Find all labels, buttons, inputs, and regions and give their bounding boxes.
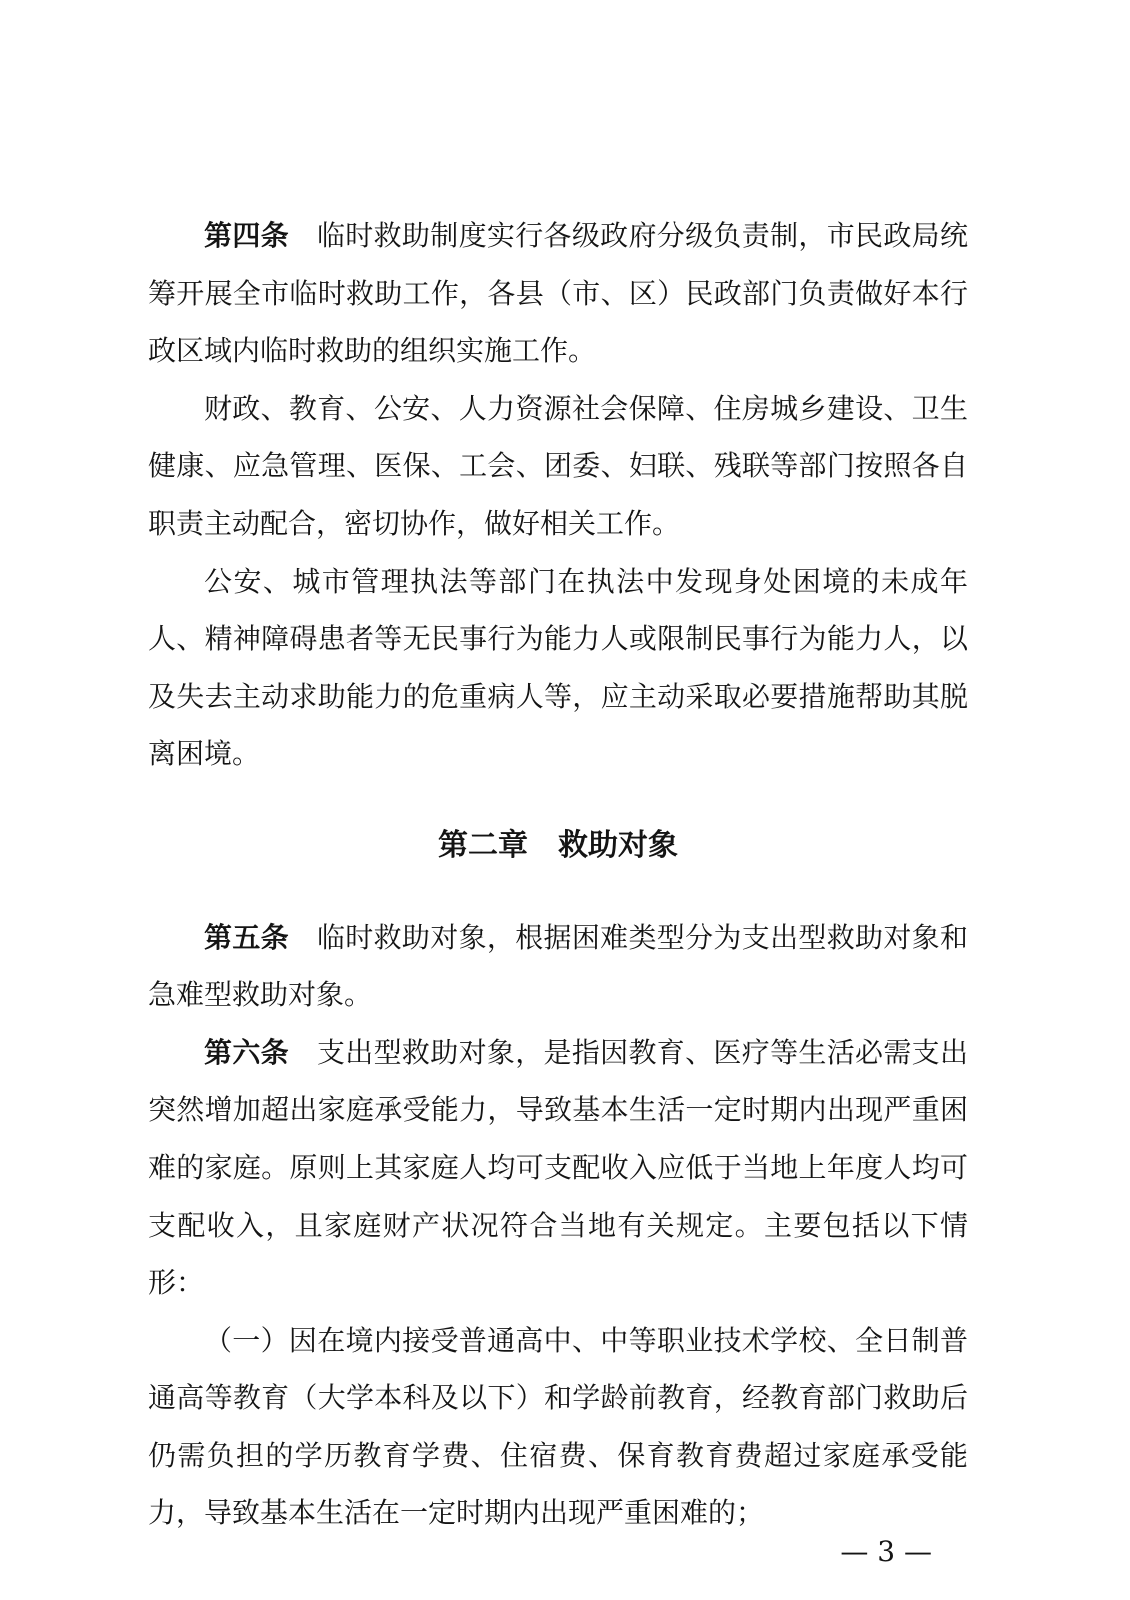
departments-paragraph xyxy=(148,380,968,553)
page-number: — 3 — xyxy=(840,1535,932,1568)
article-6-item-1-paragraph xyxy=(148,1312,968,1542)
article-6-label: 第六条 xyxy=(204,1035,289,1069)
departments-text: 财政、教育、公安、人力资源社会保障、住房城乡建设、卫生健康、应急管理、医保、工会、团委、妇联、残联等部门按照各自职责主动配合，密切协作，做好相关工作。 xyxy=(148,391,968,540)
article-5-paragraph xyxy=(148,909,968,1024)
document-body xyxy=(148,207,968,1542)
article-4-paragraph xyxy=(148,207,968,380)
article-6-item-1-text: （一）因在境内接受普通高中、中等职业技术学校、全日制普通高等教育（大学本科及以下）和学龄前教育，经教育部门救助后仍需负担的学历教育学费、住宿费、保育教育费超过家庭承受能力，导致基本生活在一定时期内出现严重困难的； xyxy=(148,1323,968,1530)
article-4-label: 第四条 xyxy=(204,219,289,252)
article-6-paragraph xyxy=(148,1024,968,1312)
chapter-heading: 第二章 救助对象 xyxy=(438,827,678,863)
article-4-text: 临时救助制度实行各级政府分级负责制，市民政局统筹开展全市临时救助工作，各县（市、区）民政部门负责做好本行政区域内临时救助的组织实施工作。 xyxy=(148,219,968,368)
law-enforcement-paragraph xyxy=(148,553,968,783)
article-5-text: 临时救助对象，根据困难类型分为支出型救助对象和急难型救助对象。 xyxy=(148,920,968,1012)
law-enforcement-text: 公安、城市管理执法等部门在执法中发现身处困境的未成年人、精神障碍患者等无民事行为能力人或限制民事行为能力人，以及失去主动求助能力的危重病人等，应主动采取必要措施帮助其脱离困境。 xyxy=(148,564,968,771)
article-5-label: 第五条 xyxy=(204,920,289,954)
article-6-text: 支出型救助对象，是指因教育、医疗等生活必需支出突然增加超出家庭承受能力，导致基本生活一定时期内出现严重困难的家庭。原则上其家庭人均可支配收入应低于当地上年度人均可支配收入，且家庭财产状况符合当地有关规定。主要包括以下情形： xyxy=(148,1035,968,1300)
